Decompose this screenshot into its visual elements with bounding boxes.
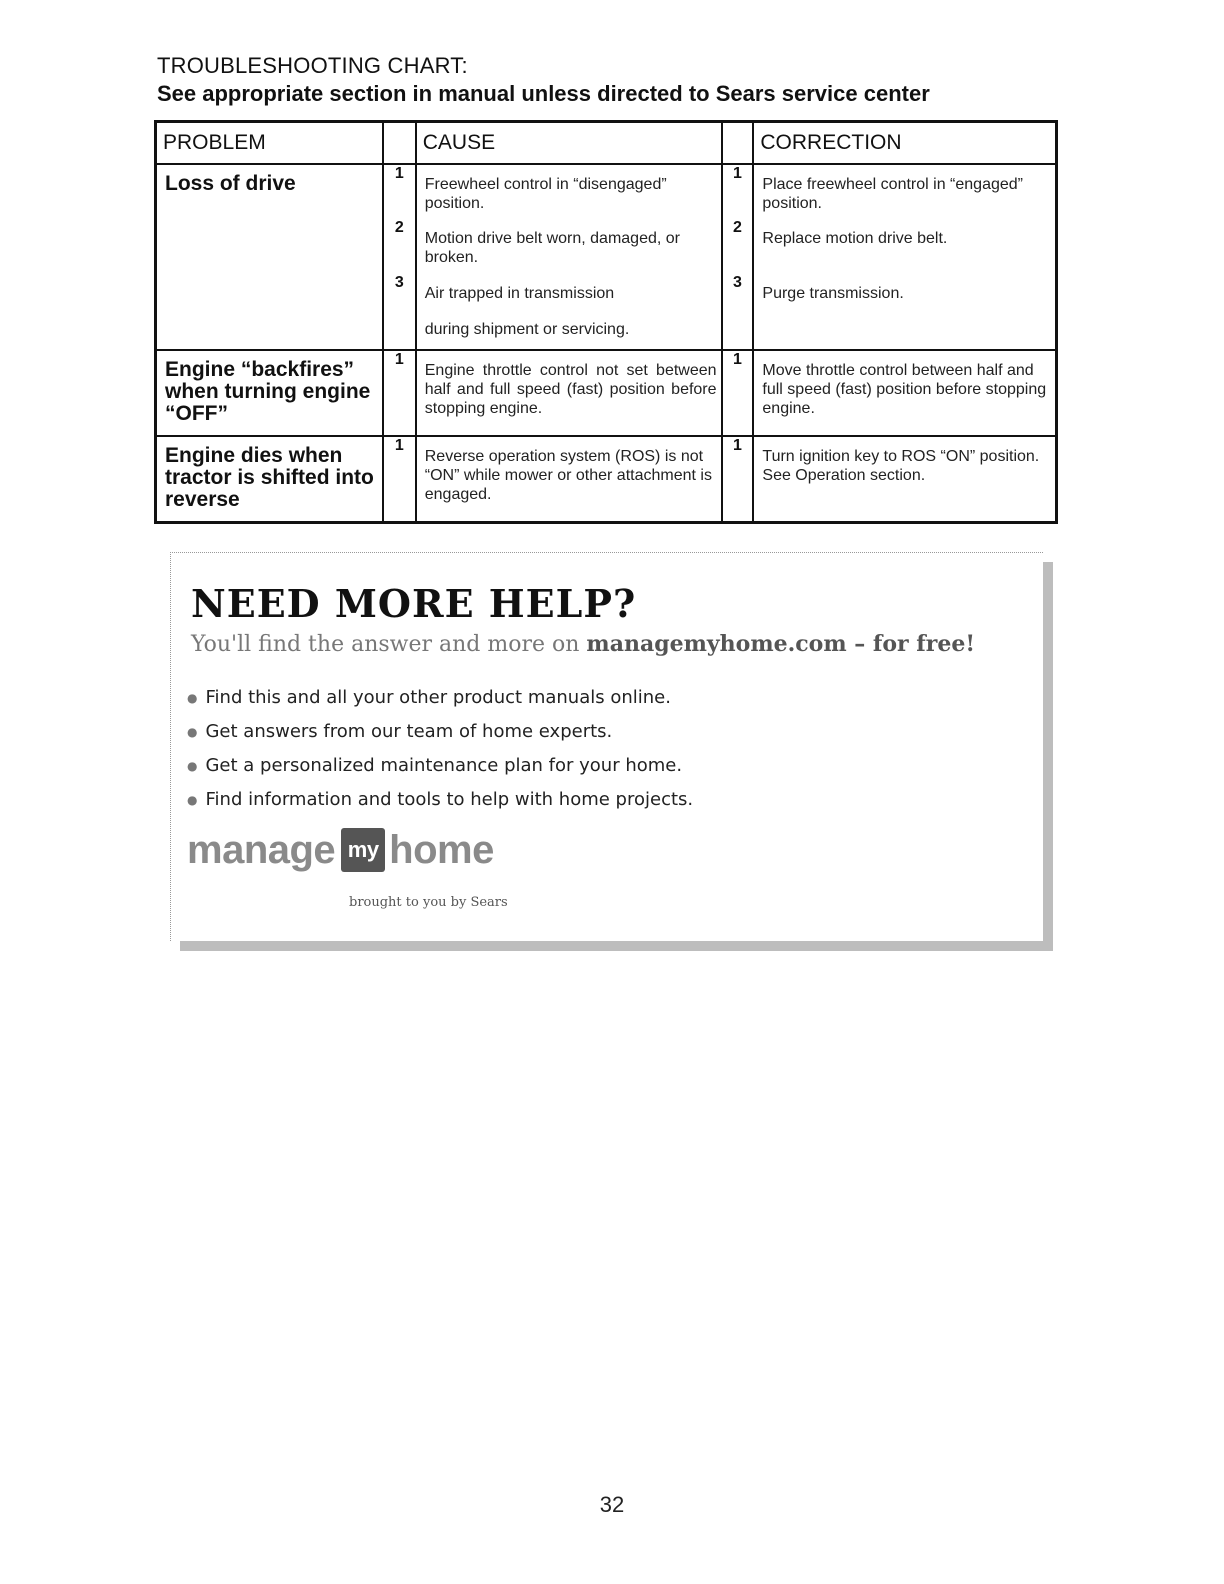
correction-num-cell xyxy=(722,164,754,350)
correction-cell xyxy=(753,436,1056,522)
correction-num: 1 xyxy=(733,351,742,368)
list-item-text: Get answers from our team of home experts. xyxy=(205,721,613,742)
logo-right-text: home xyxy=(389,827,494,872)
correction-num: 1 xyxy=(733,165,742,182)
list-item-text: Find this and all your other product manuals online. xyxy=(205,687,671,708)
logo-tagline: brought to you by Sears xyxy=(349,895,508,910)
problem-cell: Engine “backfires” when turning engine “OFF” xyxy=(156,350,383,436)
correction-num-cell xyxy=(722,436,754,522)
header-cause-num xyxy=(383,122,416,165)
correction-num: 2 xyxy=(733,219,742,236)
chart-subtitle: See appropriate section in manual unless directed to Sears service center xyxy=(157,81,930,106)
table-row xyxy=(156,350,1057,436)
page-number: 32 xyxy=(599,1492,625,1517)
list-item xyxy=(187,681,693,715)
correction-text: Purge transmission. xyxy=(762,285,904,302)
correction-text: Turn ignition key to ROS “ON” position. See Operation section. xyxy=(762,448,1040,484)
cause-num: 1 xyxy=(394,165,404,182)
bullet-icon: ● xyxy=(187,725,198,739)
cause-num: 1 xyxy=(394,351,404,368)
cause-cell xyxy=(416,350,722,436)
list-item xyxy=(187,749,693,783)
cause-num-cell xyxy=(383,436,416,522)
list-item xyxy=(187,783,693,817)
problem-cell: Loss of drive xyxy=(156,164,383,350)
table-row xyxy=(156,164,1057,350)
page-heading xyxy=(157,52,1077,108)
list-item xyxy=(187,715,693,749)
chart-title: TROUBLESHOOTING CHART: xyxy=(157,53,468,78)
problem-cell: Engine dies when tractor is shifted into reverse xyxy=(156,436,383,522)
correction-num: 3 xyxy=(733,274,742,291)
bullet-icon: ● xyxy=(187,793,198,807)
correction-num: 1 xyxy=(733,437,742,454)
cause-text: during shipment or servicing. xyxy=(424,321,630,338)
cause-num: 2 xyxy=(394,219,404,236)
header-problem: PROBLEM xyxy=(156,122,383,165)
cause-num: 3 xyxy=(394,274,404,291)
logo-badge: my xyxy=(341,828,385,872)
list-item-text: Find information and tools to help with home projects. xyxy=(205,789,694,810)
cause-text: Air trapped in transmission xyxy=(424,285,615,302)
correction-text: Replace motion drive belt. xyxy=(762,230,948,247)
list-item-text: Get a personalized maintenance plan for your home. xyxy=(205,755,683,776)
help-subtitle xyxy=(191,631,975,657)
correction-text: Move throttle control between half and full speed (fast) position before stopping engine. xyxy=(762,362,1047,417)
managemyhome-logo xyxy=(187,825,494,875)
table-header-row xyxy=(156,122,1057,165)
header-cause: CAUSE xyxy=(416,122,722,165)
cause-text: Freewheel control in “disengaged” position. xyxy=(424,176,667,212)
help-subtitle-text: You'll find the answer and more on xyxy=(191,632,587,657)
header-correction-num xyxy=(722,122,754,165)
table-row xyxy=(156,436,1057,522)
help-list xyxy=(187,681,693,817)
correction-cell xyxy=(753,164,1056,350)
bullet-icon: ● xyxy=(187,691,198,705)
bullet-icon: ● xyxy=(187,759,198,773)
header-correction: CORRECTION xyxy=(753,122,1056,165)
cause-text: Motion drive belt worn, damaged, or broken. xyxy=(424,230,680,266)
correction-cell xyxy=(753,350,1056,436)
correction-text: Place freewheel control in “engaged” position. xyxy=(762,176,1023,212)
correction-num-cell xyxy=(722,350,754,436)
cause-num: 1 xyxy=(394,437,404,454)
help-subtitle-link[interactable]: managemyhome.com – for free! xyxy=(586,631,976,657)
cause-text: Reverse operation system (ROS) is not “ON” while mower or other attachment is engaged. xyxy=(424,448,712,503)
cause-num-cell xyxy=(383,350,416,436)
cause-cell xyxy=(416,436,722,522)
troubleshooting-table xyxy=(154,120,1058,524)
help-title: NEED MORE HELP? xyxy=(191,581,637,626)
cause-text: Engine throttle control not set between half and full speed (fast) position before stopping engine. xyxy=(424,362,717,417)
logo-left-text: manage xyxy=(187,827,336,872)
cause-cell xyxy=(416,164,722,350)
need-more-help-box xyxy=(170,552,1043,941)
cause-num-cell xyxy=(383,164,416,350)
